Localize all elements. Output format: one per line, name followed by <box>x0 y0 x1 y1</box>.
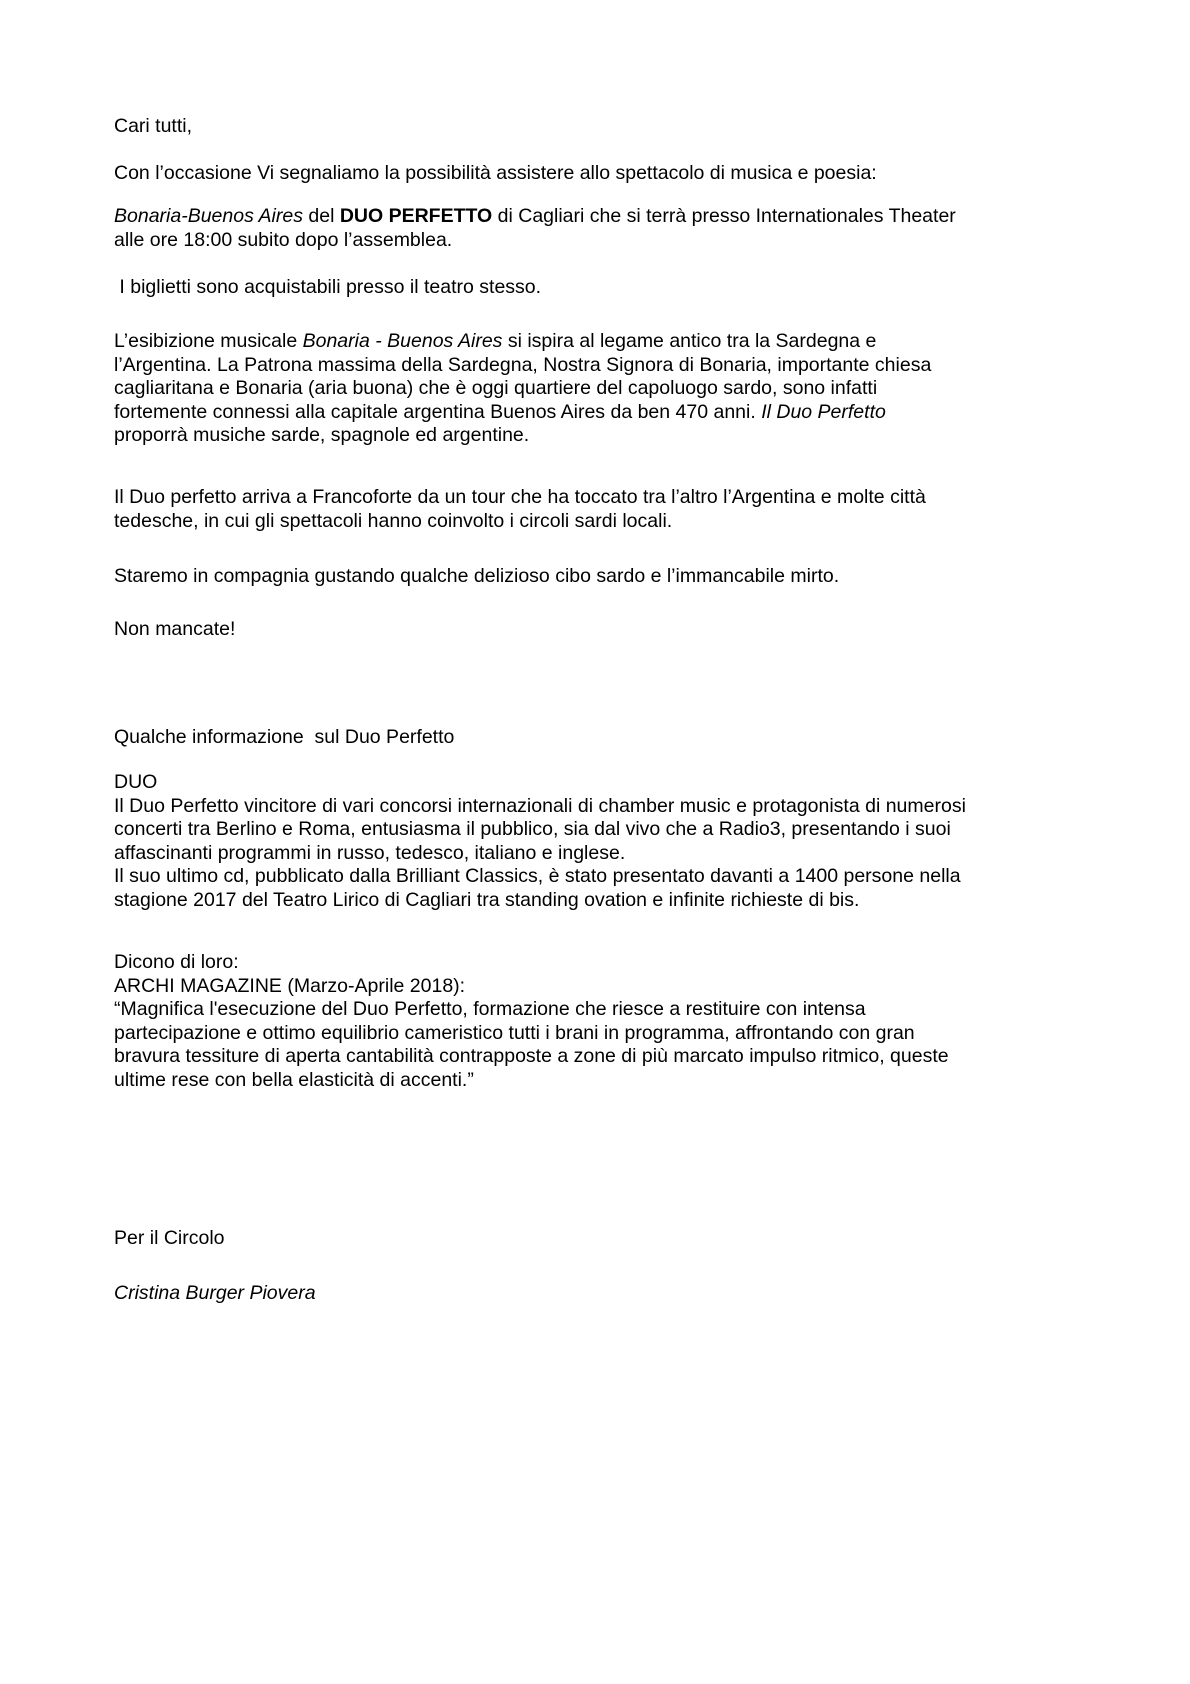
review-quote-line-4: ultime rese con bella elasticità di accenti.” <box>114 1068 474 1091</box>
event-group-name: DUO PERFETTO <box>339 205 493 227</box>
description-line-2: l’Argentina. La Patrona massima della Sardegna, Nostra Signora di Bonaria, importante chiesa <box>114 353 932 376</box>
review-paragraph <box>114 951 1094 1092</box>
description-text: L’esibizione musicale <box>114 330 303 352</box>
bio-line-4: affascinanti programmi in russo, tedesco, italiano e inglese. <box>114 841 626 864</box>
bio-line-3: concerti tra Berlino e Roma, entusiasma il pubblico, sia dal vivo che a Radio3, presentando i suoi <box>114 818 951 840</box>
description-line-1 <box>114 330 1094 354</box>
description-line-4 <box>114 401 1094 425</box>
review-quote-line-1: “Magnifica l'esecuzione del Duo Perfetto, formazione che riesce a restituire con intensa <box>114 998 866 1020</box>
food-paragraph: Staremo in compagnia gustando qualche delizioso cibo sardo e l’immancabile mirto. <box>114 565 840 587</box>
description-text: si ispira al legame antico tra la Sardegna e <box>502 330 877 352</box>
event-venue: di Cagliari che si terrà presso Internationales Theater <box>492 205 956 227</box>
intro-paragraph: Con l’occasione Vi segnaliamo la possibilità assistere allo spettacolo di musica e poesia: <box>114 162 877 184</box>
event-del: del <box>302 205 340 227</box>
signoff: Per il Circolo <box>114 1227 225 1249</box>
bio-line-5: Il suo ultimo cd, pubblicato dalla Brilliant Classics, è stato presentato davanti a 1400 persone nella <box>114 865 961 887</box>
tour-line-1: Il Duo perfetto arriva a Francoforte da un tour che ha toccato tra l’altro l’Argentina e molte città <box>114 486 926 508</box>
review-intro: Dicono di loro: <box>114 951 239 973</box>
signature: Cristina Burger Piovera <box>114 1282 316 1304</box>
review-quote-line-2: partecipazione e ottimo equilibrio cameristico tutti i brani in programma, affrontando con gran <box>114 1021 915 1044</box>
event-title: Bonaria-Buenos Aires <box>114 205 303 227</box>
description-line-5: proporrà musiche sarde, spagnole ed argentine. <box>114 424 530 446</box>
review-source: ARCHI MAGAZINE (Marzo-Aprile 2018): <box>114 974 466 997</box>
closing-line: Non mancate! <box>114 618 236 640</box>
tour-line-2: tedesche, in cui gli spettacoli hanno coinvolto i circoli sardi locali. <box>114 509 673 532</box>
description-paragraph <box>114 330 1094 448</box>
bio-line-2: Il Duo Perfetto vincitore di vari concorsi internazionali di chamber music e protagonista di numerosi <box>114 794 966 817</box>
review-quote-line-3: bravura tessiture di aperta cantabilità contrapposte a zone di più marcato impulso ritmico, queste <box>114 1045 949 1067</box>
event-line-2: alle ore 18:00 subito dopo l’assemblea. <box>114 228 453 251</box>
tickets-paragraph: I biglietti sono acquistabili presso il teatro stesso. <box>114 276 542 298</box>
description-line-3: cagliaritana e Bonaria (aria buona) che è oggi quartiere del capoluogo sardo, sono infatti <box>114 377 878 399</box>
description-text: fortemente connessi alla capitale argentina Buenos Aires da ben 470 anni. <box>114 400 762 423</box>
event-paragraph <box>114 205 1094 252</box>
tour-paragraph <box>114 486 1094 533</box>
bio-paragraph <box>114 771 1094 912</box>
greeting: Cari tutti, <box>114 115 193 137</box>
event-line-1 <box>114 205 1094 229</box>
bio-line-1: DUO <box>114 771 158 793</box>
bio-line-6: stagione 2017 del Teatro Lirico di Cagliari tra standing ovation e infinite richieste di bis. <box>114 888 860 911</box>
info-heading: Qualche informazione sul Duo Perfetto <box>114 726 455 748</box>
description-duo-name: Il Duo Perfetto <box>761 400 886 423</box>
description-title: Bonaria - Buenos Aires <box>302 330 503 352</box>
